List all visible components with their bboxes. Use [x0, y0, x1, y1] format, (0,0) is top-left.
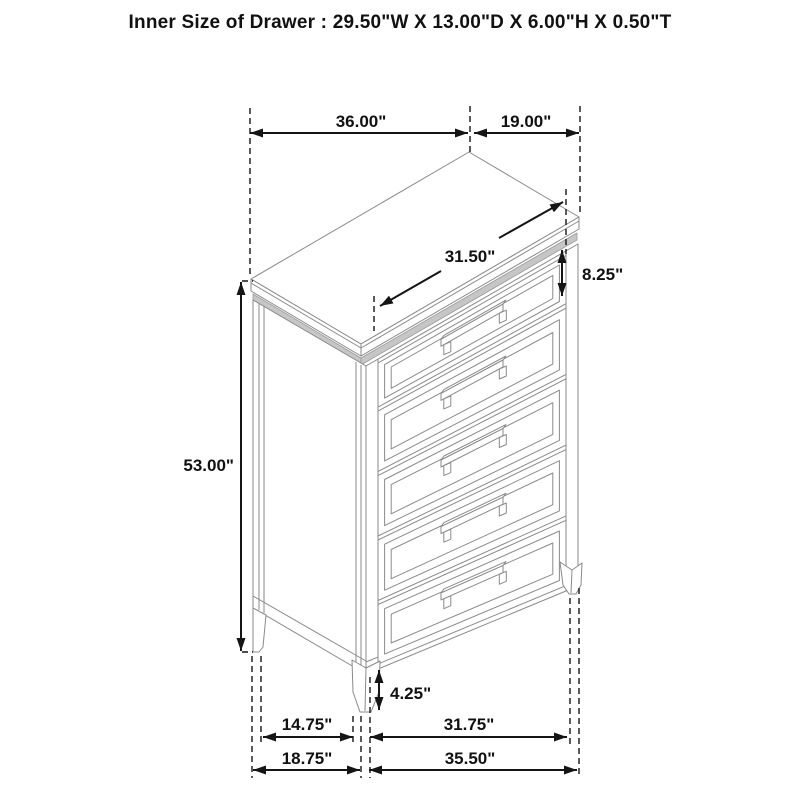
- dim-label-base-outer-depth: 18.75": [281, 749, 333, 768]
- dimension-top-depth: [474, 112, 579, 133]
- dim-label-top-depth: 19.00": [500, 112, 552, 131]
- dim-label-base-outer-width: 35.50": [444, 749, 496, 768]
- dimension-base-outer-width: [369, 749, 577, 770]
- chest-side-panel: [253, 300, 366, 674]
- dimension-base-inner-width: [370, 715, 567, 737]
- dimension-base-inner-depth: [263, 715, 353, 737]
- dim-label-opening-width: 31.50": [444, 247, 496, 266]
- chest-drawing: [251, 152, 582, 712]
- dim-label-overall-height: 53.00": [183, 456, 234, 475]
- dimension-leg-height: [379, 670, 431, 710]
- dimension-base-outer-depth: [253, 749, 360, 770]
- page-title: Inner Size of Drawer : 29.50"W X 13.00"D X 6.00"H X 0.50"T: [128, 12, 672, 33]
- dimension-overall-height: [183, 282, 241, 651]
- dim-label-base-inner-width: 31.75": [443, 715, 495, 734]
- dim-label-top-drawer-height: 8.25": [582, 265, 624, 284]
- dim-label-base-inner-depth: 14.75": [281, 715, 333, 734]
- dimension-top-width: [250, 112, 468, 133]
- dim-label-top-width: 36.00": [335, 112, 387, 131]
- dim-label-leg-height: 4.25": [390, 684, 432, 703]
